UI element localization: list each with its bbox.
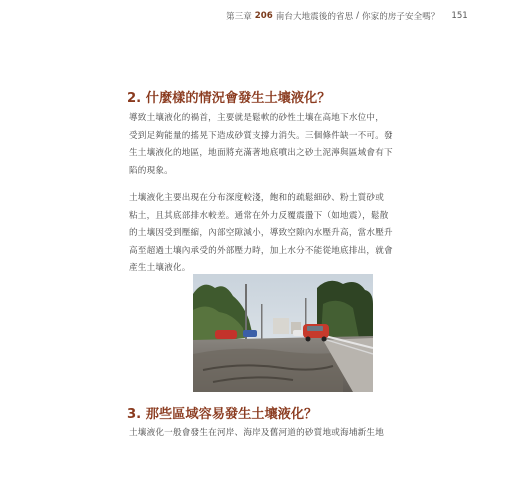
- page-number: 151: [451, 11, 468, 21]
- section-heading-3: 3. 那些區域容易發生土壤液化？: [127, 407, 318, 422]
- paragraph-liquefaction-cause: 導致土壤液化的禍首，主要就是鬆軟的砂性土壤在高地下水位中， 受到足夠能量的搖晃下造成砂質支撐力消失。三個條件缺一不可。發 生土壤液化的地區，地面將充滿著地底噴出之砂土泥濘與區域會有下 陷的現象。: [129, 113, 393, 176]
- liquefaction-street-photo: [193, 274, 373, 392]
- chapter-label: 第三章: [226, 12, 252, 22]
- photo-illustration: [193, 274, 373, 392]
- paragraph-liquefaction-areas: 土壤液化一般會發生在河岸、海岸及舊河道的砂質地或海埔新生地: [129, 428, 385, 438]
- section-heading-2: 2. 什麼樣的情況會發生土壤液化？: [127, 91, 331, 106]
- event-number: 206: [254, 11, 273, 21]
- running-subtitle: 你家的房子安全嗎？: [362, 12, 440, 22]
- title-separator: /: [356, 11, 360, 21]
- paragraph-liquefaction-mechanism: 土壤液化主要出現在分布深度較淺，飽和的疏鬆細砂、粉土質砂或 粘土，且其底部排水較差。通常在外力反覆震盪下（如地震），鬆散 的土壤因受到壓縮，內部空隙減小，導致空隙內水壓升高，當水壓升 高至超過土壤內承受的外部壓力時，加上水分不能從地底排出，就會 產生土壤液化。: [129, 193, 393, 273]
- running-title: 南台大地震後的省思: [275, 12, 354, 22]
- running-header: [226, 10, 466, 22]
